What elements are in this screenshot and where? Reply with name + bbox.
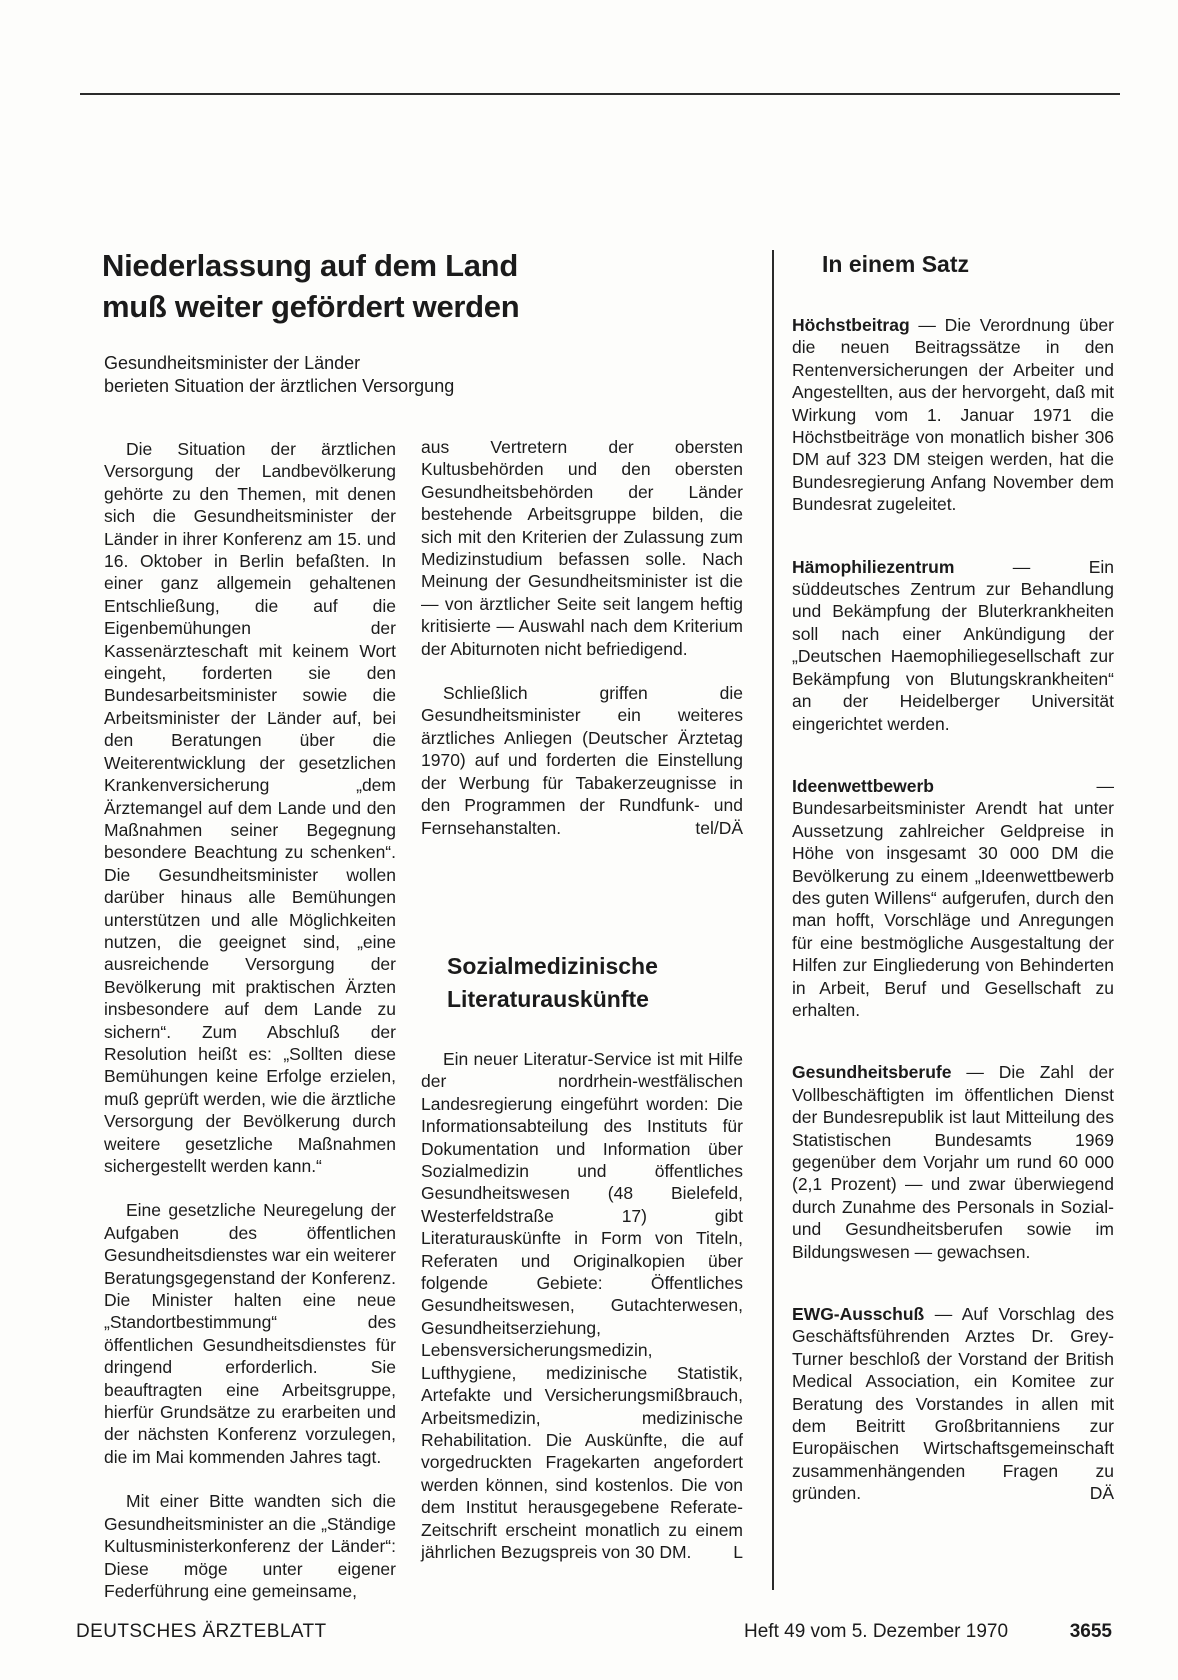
news-item-keyword: Höchstbeitrag	[792, 315, 910, 335]
news-item	[792, 1061, 1114, 1263]
news-item-text: — Bundesarbeitsminister Arendt hat unter Aussetzung zahlreicher Geldpreise in Höhe von insgesamt 30 000 DM die Bevölkerung zu einem „Ideenwettbewerb des guten Willens“ aufgerufen, durch den man hofft, Vorschläge und Anregungen für eine bestmögliche Ausgestaltung der Hilfen zur Eingliederung von Behinderten in Arbeit, Beruf und Gesellschaft zu erhalten.	[792, 775, 1114, 1020]
article-paragraph: Mit einer Bitte wandten sich die Gesundheitsminister an die „Ständige Kultusministerkonferenz der Länder“: Diese möge unter eigener Federführung eine gemeinsame,	[104, 1491, 396, 1601]
article-subhead	[104, 352, 664, 398]
sozial-body	[421, 1048, 743, 1585]
news-item-text: — Auf Vorschlag des Geschäftsführenden Arztes Dr. Grey-Turner beschloß der Vorstand der British Medical Association, ein Komitee zur Beratung des Vorstandes in allen mit dem Beitritt Großbritanniens zur Europäischen Wirtschaftsgemeinschaft zusammenhängenden Fragen zu gründen.	[792, 1304, 1114, 1504]
news-item-keyword: EWG-Ausschuß	[792, 1304, 925, 1325]
news-item-keyword: Ideenwettbewerb	[792, 775, 934, 796]
news-item	[792, 1303, 1114, 1505]
news-item	[792, 314, 1114, 516]
journal-name: DEUTSCHES ÄRZTEBLATT	[76, 1621, 327, 1642]
page-number: 3655	[1069, 1621, 1112, 1642]
in-einem-satz-heading: In einem Satz	[822, 251, 969, 277]
news-item-text: — Ein süddeutsches Zentrum zur Behandlung und Bekämpfung der Bluterkrankheiten soll nach einer Ankündigung der „Deutschen Haemophiliegesellschaft zur Bekämpfung von Blutungskrankheiten“ an der Heidelberger Universität eingerichtet werden.	[792, 556, 1114, 734]
article-paragraph: Eine gesetzliche Neuregelung der Aufgaben des öffentlichen Gesundheitsdienstes war ein weiterer Beratungsgegenstand der Konferenz. Die Minister halten eine neue „Standortbestimmung“ des öffentlichen Gesundheitsdienstes für dringend erforderlich. Sie beauftragten eine Arbeitsgruppe, hierfür Grundsätze zu erarbeiten und der nächsten Konferenz vorzulegen, die im Mai kommenden Jahres tagt.	[104, 1200, 396, 1467]
column-divider-rule	[772, 250, 774, 1590]
article-column-1	[104, 438, 396, 1624]
news-item-keyword: Hämophiliezentrum	[792, 556, 955, 577]
sozial-paragraph	[421, 1048, 743, 1563]
article-paragraph: aus Vertretern der obersten Kultusbehörden und den obersten Gesundheitsbehörden der Länder bestehende Arbeitsgruppe bilden, die sich mit den Kriterien der Zulassung zum Medizinstudium befassen solle. Nach Meinung der Gesundheitsminister ist die — von ärztlicher Seite seit langem heftig kritisierte — Auswahl nach dem Kriterium der Abiturnoten nicht befriedigend.	[421, 437, 743, 659]
subhead-line-2: berieten Situation der ärztlichen Versorgung	[104, 376, 455, 396]
headline-line-1: Niederlassung auf dem Land	[102, 248, 518, 283]
headline-line-2: muß weiter gefördert werden	[102, 289, 520, 324]
article-headline	[102, 245, 662, 327]
subhead-line-1: Gesundheitsminister der Länder	[104, 353, 361, 373]
news-item-text: — Die Verordnung über die neuen Beitragssätze in den Rentenversicherungen der Arbeiter und Angestellten, aus der hervorgeht, daß mit Wirkung vom 1. Januar 1971 die Höchstbeiträge von monatlich bisher 306 DM auf 323 DM steigen werden, hat die Bundesregierung Anfang November dem Bundesrat zugeleitet.	[792, 315, 1114, 515]
top-rule	[80, 93, 1120, 95]
sozial-heading	[447, 950, 747, 1016]
page-footer	[76, 1617, 1112, 1647]
article-paragraph	[421, 682, 743, 839]
article-signoff: tel/DÄ	[695, 817, 743, 838]
sozial-heading-line-2: Literaturauskünfte	[447, 986, 649, 1012]
sozial-signoff: L	[733, 1541, 743, 1562]
article-paragraph: Die Situation der ärztlichen Versorgung der Landbevölkerung gehörte zu den Themen, mit denen sich die Gesundheitsminister der Länder in ihrer Konferenz am 15. und 16. Oktober in Berlin befaßten. In einer ganz allgemein gehaltenen Entschließung, die auf die Eigenbemühungen der Kassenärzteschaft mit keinem Wort eingeht, forderten sie den Bundesarbeitsminister sowie die Arbeitsminister der Länder auf, bei den Beratungen über die Weiterentwicklung der gesetzlichen Krankenversicherung „dem Ärztemangel auf dem Lande und den Maßnahmen seiner Begegnung besondere Beachtung zu schenken“. Die Gesundheitsminister wollen darüber hinaus alle Bemühungen unterstützen und alle Möglichkeiten nutzen, die geeignet sind, „eine ausreichende Versorgung der Bevölkerung mit praktischen Ärzten insbesondere auf dem Lande zu sichern“. Zum Abschluß der Resolution heißt es: „Sollten diese Bemühungen keine Erfolge erzielen, muß geprüft werden, wie die ärztliche Versorgung der Bevölkerung durch weitere gesetzliche Maßnahmen sichergestellt werden kann.“	[104, 439, 396, 1176]
article-paragraph-text: Schließlich griffen die Gesundheitsminister ein weiteres ärztliches Anliegen (Deutscher Ärztetag 1970) auf und forderten die Einstellung der Werbung für Tabakerzeugnisse in den Programmen der Rundfunk- und Fernsehanstalten.	[421, 683, 743, 838]
news-item	[792, 775, 1114, 1021]
news-item-keyword: Gesundheitsberufe	[792, 1062, 952, 1083]
news-item	[792, 556, 1114, 735]
issue-info: Heft 49 vom 5. Dezember 1970	[744, 1621, 1009, 1642]
sozial-paragraph-text: Ein neuer Literatur-Service ist mit Hilfe der nordrhein-westfälischen Landesregierung eingeführt worden: Die Informationsabteilung des Instituts für Dokumentation und Information über Sozialmedizin und öffentliches Gesundheitswesen (48 Bielefeld, Westerfeldstraße 17) gibt Literaturauskünfte in Form von Titeln, Referaten und Originalkopien über folgende Gebiete: Öffentliches Gesundheitswesen, Gutachterwesen, Gesundheitserziehung, Lebensversicherungsmedizin, Lufthygiene, medizinische Statistik, Artefakte und Versicherungsmißbrauch, Arbeitsmedizin, medizinische Rehabilitation. Die Auskünfte, die auf vorgedruckten Fragekarten angefordert werden können, sind kostenlos. Die von dem Institut herausgegebene Referate-Zeitschrift erscheint monatlich zu einem jährlichen Bezugspreis von 30 DM.	[421, 1049, 743, 1562]
article-column-2	[421, 436, 743, 861]
news-item-text: — Die Zahl der Vollbeschäftigten im öffentlichen Dienst der Bundesrepublik ist laut Mitteilung des Statistischen Bundesamts 1969 gegenüber dem Vorjahr um rund 60 000 (2,1 Prozent) — und zwar überwiegend durch Zunahme des Personals in Sozial- und Gesundheitsberufen sowie im Bildungswesen — gewachsen.	[792, 1062, 1114, 1262]
sozial-heading-line-1: Sozialmedizinische	[447, 953, 658, 979]
news-signoff: DÄ	[1089, 1483, 1114, 1504]
in-einem-satz-column	[792, 314, 1114, 1545]
